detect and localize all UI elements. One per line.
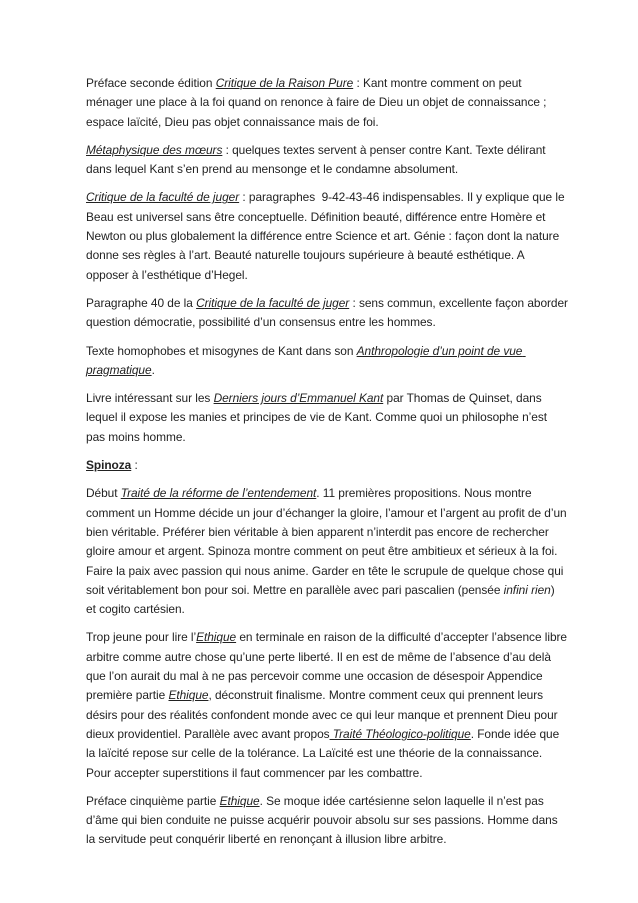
title-critique-faculte-juger: Critique de la faculté de juger bbox=[86, 190, 240, 205]
title-critique-faculte-juger-2: Critique de la faculté de juger bbox=[196, 295, 350, 310]
phrase-infini-rien: infini rien bbox=[503, 582, 551, 597]
paragraph-traite-reforme-text: . 11 premières propositions. Nous montre comment un Homme décide un jour d’échanger la gloire, l’amour et l’argent au profit de d’un bien véritable. Préférer bien véritable à bien apparent n’interdit pas encore de rechercher gloire amour et argent. Spinoza montre comment on peut être ambitieux et sérieux à la foi. Faire la paix avec passion qui nous anime. Garder en tête le scrupule de quelque chose qui soit véritablement bon pour soi. Mettre en parallèle avec pari pascalien (pensée bbox=[86, 486, 570, 597]
paragraph-preface-cinquieme-text: Préface cinquième partie bbox=[86, 793, 220, 808]
title-anthropologie: Anthropologie d’un point de vue pragmatique bbox=[86, 343, 526, 377]
paragraph-preface-cinquieme-text: . Se moque idée cartésienne selon laquelle il n’est pas d’âme qui bien conduite ne puisse acquérir pouvoir absolu sur ses passions. Homme dans la servitude peut conquérir liberté en renonçant à illusion libre arbitre. bbox=[86, 793, 561, 847]
paragraph-critique-faculte-juger-text: : paragraphes 9-42-43-46 indispensables. Il y explique que le Beau est universel sans être conceptuelle. Définition beauté, différence entre Homère et Newton ou plus globalement la différence entre Science et art. Génie : façon dont la nature donne ses règles à l’art. Beauté naturelle toujours supérieure à beauté esthétique. A opposer à l’esthétique d’Hegel. bbox=[86, 190, 568, 282]
paragraph-anthropologie-text: Texte homophobes et misogynes de Kant dans son bbox=[86, 343, 357, 358]
paragraph-critique-faculte-juger bbox=[86, 188, 568, 284]
paragraph-paragraphe-40-text: : sens commun, excellente façon aborder question démocratie, possibilité d’un consensus entre les hommes. bbox=[86, 295, 572, 330]
paragraph-preface-critique-raison-pure bbox=[86, 74, 568, 132]
paragraph-traite-reforme bbox=[86, 484, 568, 619]
title-derniers-jours: Derniers jours d’Emmanuel Kant bbox=[213, 391, 384, 406]
paragraph-ethique-text: Trop jeune pour lire l’ bbox=[86, 630, 197, 645]
paragraph-derniers-jours bbox=[86, 389, 568, 447]
title-traite-theologico-politique: Traité Théologico-politique bbox=[329, 726, 471, 741]
paragraph-anthropologie-text: . bbox=[151, 362, 155, 377]
paragraph-ethique-text: . Fonde idée que la laïcité repose sur celle de la tolérance. La Laïcité est une théorie de la connaissance. Pour accepter superstitions il faut commencer par les combattre. bbox=[86, 726, 563, 780]
title-ethique-2: Ethique bbox=[168, 688, 209, 703]
paragraph-derniers-jours-text: par Thomas de Quinset, dans lequel il expose les manies et principes de vie de Kant. Comme quoi un philosophe n’est pas moins homme. bbox=[86, 391, 551, 444]
heading-spinoza-text: : bbox=[131, 458, 138, 473]
heading-spinoza-label: Spinoza bbox=[86, 458, 132, 473]
paragraph-traite-reforme-text: Début bbox=[86, 486, 121, 501]
paragraph-ethique bbox=[86, 628, 571, 782]
paragraph-preface-critique-raison-pure-text: Préface seconde édition bbox=[86, 76, 216, 90]
paragraph-preface-critique-raison-pure-text: : Kant montre comment on peut ménager une place à la foi quand on renonce à faire de Dieu un objet de connaissance ; espace laïcité, Dieu pas objet connaissance mais de foi. bbox=[86, 76, 550, 129]
paragraph-ethique-text: , déconstruit finalisme. Montre comment ceux qui prennent leurs désirs pour des réalités confondent monde avec ce qui leur manque et prennent Dieu pour dieux providentiel. Parallèle avec avant propos bbox=[86, 688, 561, 741]
title-ethique-3: Ethique bbox=[219, 793, 260, 808]
paragraph-derniers-jours-text: Livre intéressant sur les bbox=[86, 391, 214, 406]
paragraph-preface-cinquieme bbox=[86, 792, 568, 850]
heading-spinoza bbox=[86, 456, 568, 475]
paragraph-ethique-text: en terminale en raison de la difficulté d’accepter l’absence libre arbitre comme autre chose qu’une perte liberté. Il en est de même de l’absence d’au delà que l’on aurait du mal à ne pas percevoir comme une occasion de désespoir Appendice première partie bbox=[86, 630, 571, 703]
title-traite-reforme: Traité de la réforme de l’entendement bbox=[120, 486, 317, 501]
document-body bbox=[86, 74, 572, 850]
paragraph-traite-reforme-text: ) et cogito cartésien. bbox=[86, 582, 562, 617]
title-metaphysique-des-moeurs: Métaphysique des mœurs bbox=[86, 142, 223, 157]
title-critique-raison-pure: Critique de la Raison Pure bbox=[215, 76, 354, 90]
title-ethique: Ethique bbox=[196, 630, 237, 645]
paragraph-anthropologie bbox=[86, 342, 568, 381]
paragraph-metaphysique-des-moeurs-text: : quelques textes servent à penser contre Kant. Texte délirant dans lequel Kant s’en prend au mensonge et le condamne absolument. bbox=[86, 142, 549, 177]
paragraph-paragraphe-40-text: Paragraphe 40 de la bbox=[86, 295, 197, 310]
paragraph-metaphysique-des-moeurs bbox=[86, 141, 568, 180]
paragraph-paragraphe-40 bbox=[86, 294, 572, 333]
